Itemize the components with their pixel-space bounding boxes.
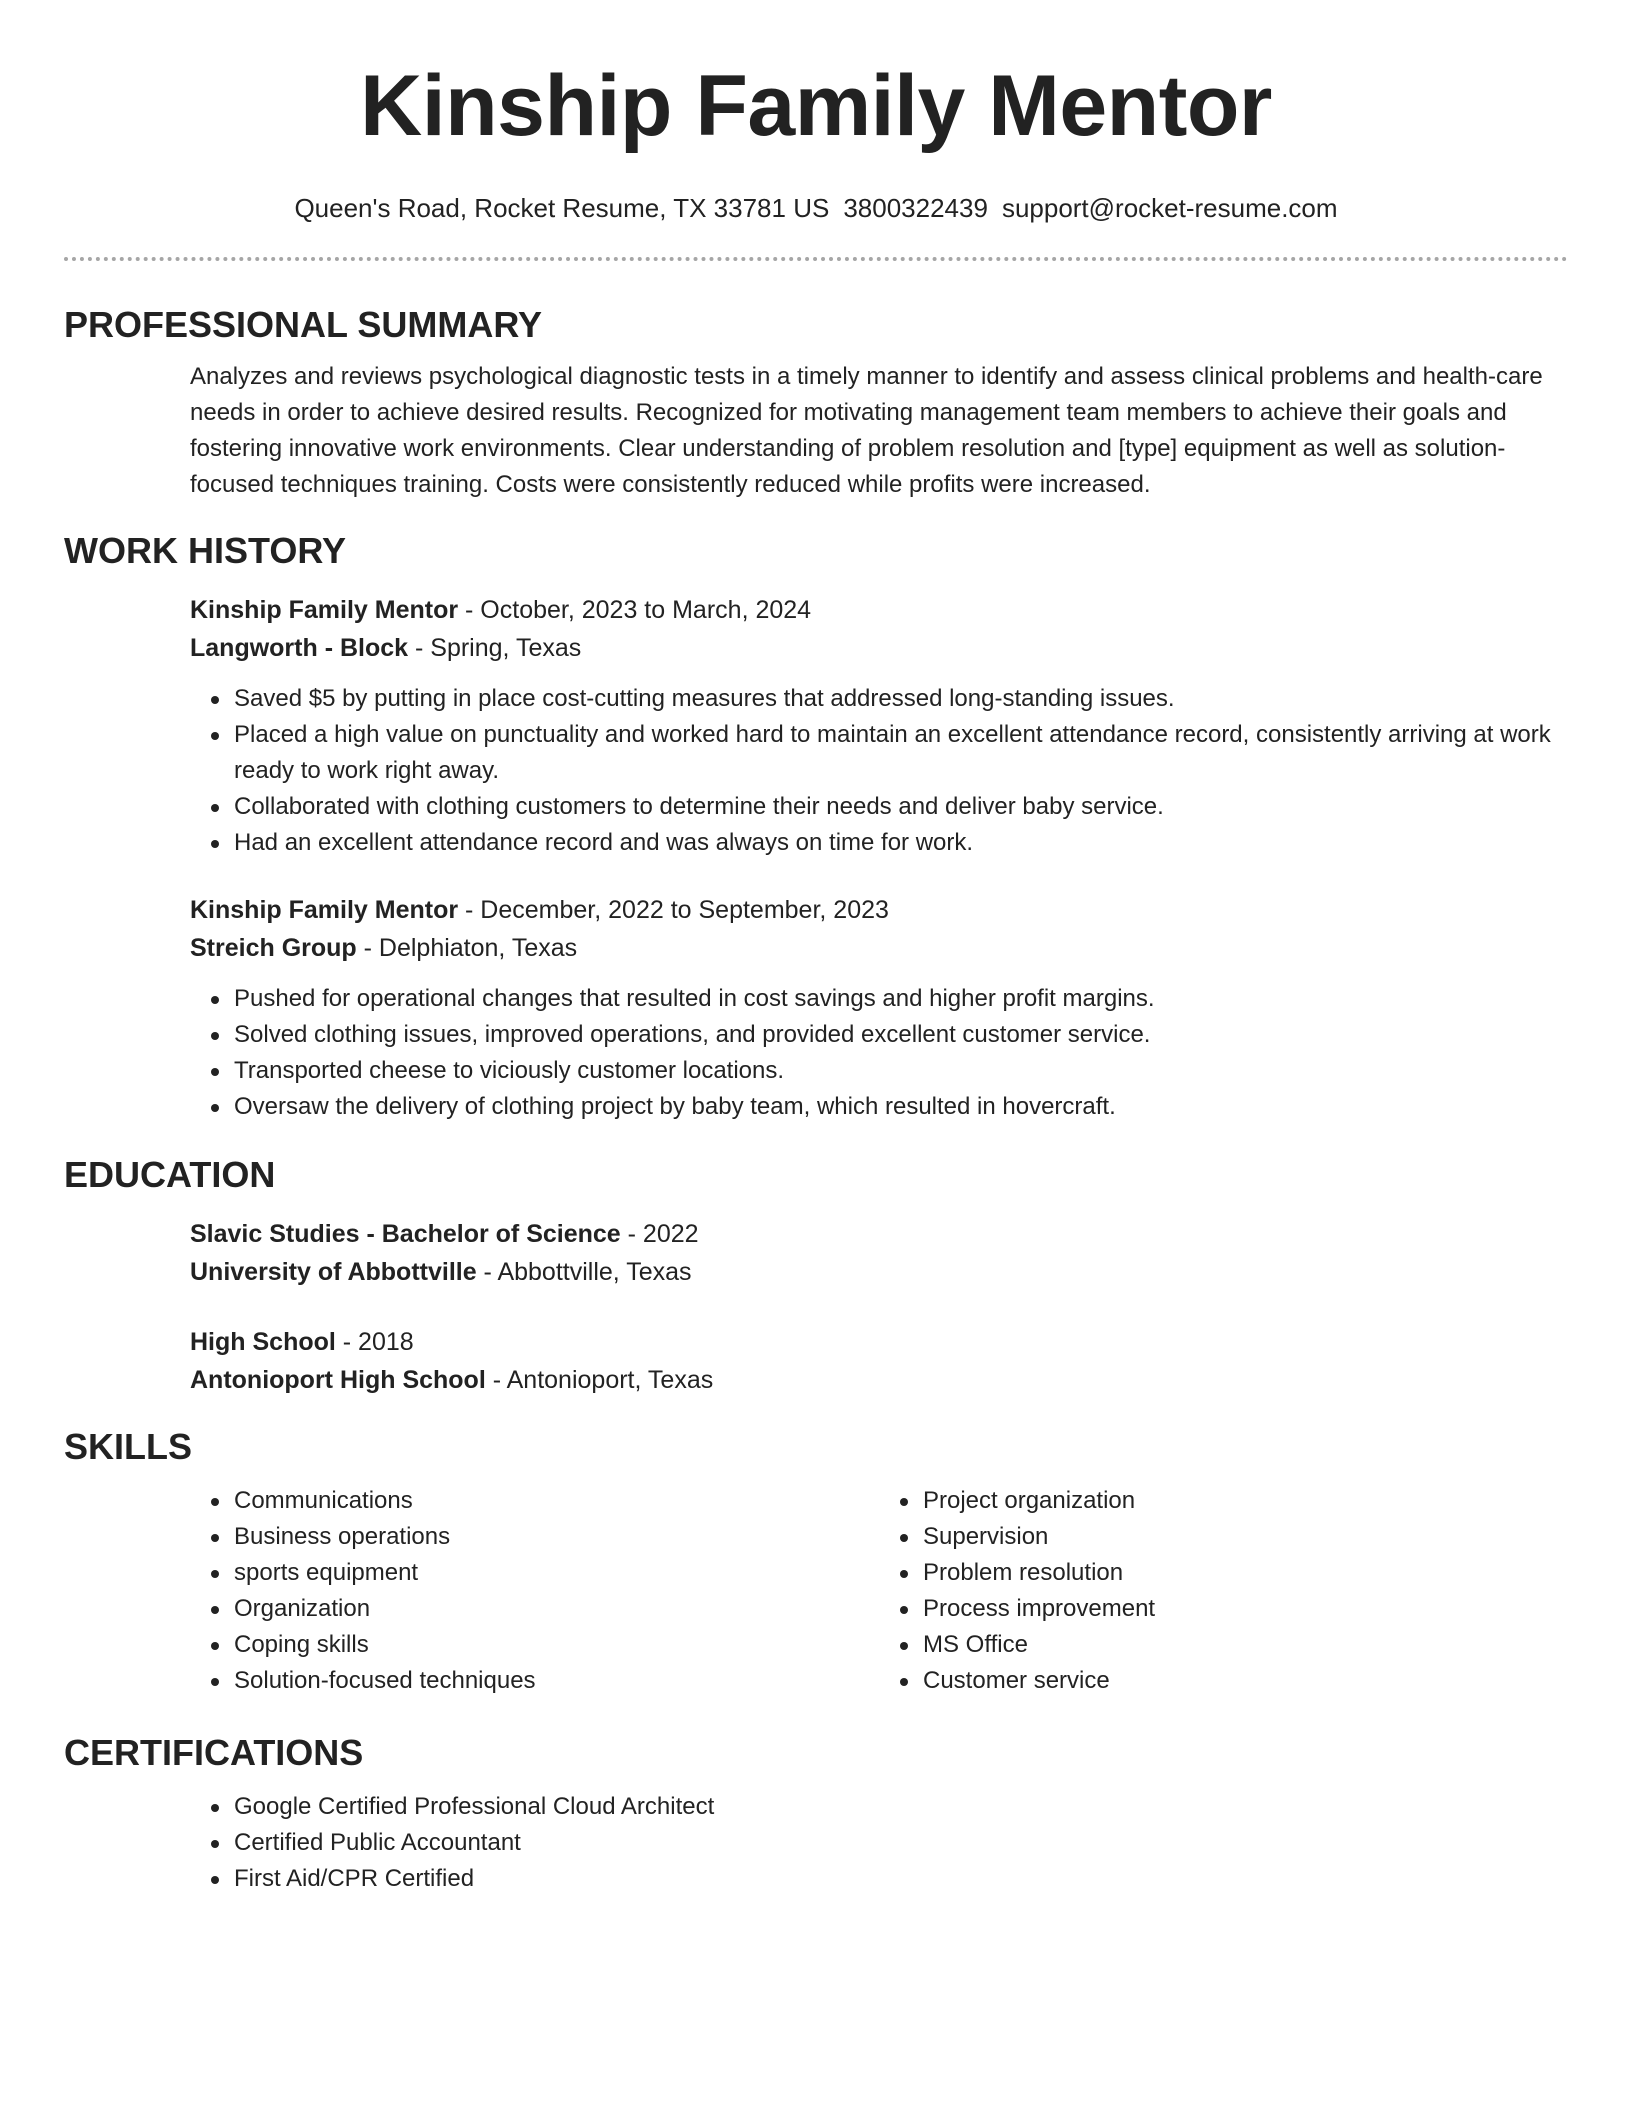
degree-line (190, 1323, 1568, 1361)
list-item: Placed a high value on punctuality and worked hard to maintain an excellent attendance record, consistently arriving at work ready to work right away. (234, 717, 1568, 789)
list-item: Google Certified Professional Cloud Architect (234, 1789, 1568, 1825)
job-company: Langworth - Block (190, 634, 409, 662)
address: Queen's Road, Rocket Resume, TX 33781 US (294, 193, 830, 223)
skills-grid (64, 1483, 1568, 1699)
list-item: Coping skills (234, 1627, 879, 1663)
list-item: Communications (234, 1483, 879, 1519)
school-location: - Antonioport, Texas (485, 1366, 714, 1394)
list-item: Pushed for operational changes that resulted in cost savings and higher profit margins. (234, 981, 1568, 1017)
school-line (190, 1361, 1568, 1399)
candidate-name: Kinship Family Mentor (360, 58, 1272, 154)
job-entry (64, 891, 1568, 1125)
degree: High School (190, 1328, 336, 1356)
education-entry (64, 1215, 1568, 1291)
job-dates: - October, 2023 to March, 2024 (458, 596, 812, 624)
summary-heading: PROFESSIONAL SUMMARY (64, 304, 543, 345)
job-dates: - December, 2022 to September, 2023 (458, 896, 889, 924)
list-item: Customer service (923, 1663, 1568, 1699)
degree-line (190, 1215, 1568, 1253)
job-company-line (190, 629, 1568, 667)
list-item: First Aid/CPR Certified (234, 1861, 1568, 1897)
job-company-line (190, 929, 1568, 967)
degree-year: - 2018 (335, 1328, 414, 1356)
job-location: - Spring, Texas (408, 634, 582, 662)
certifications-list (190, 1789, 1568, 1897)
job-bullets (190, 981, 1568, 1125)
education-heading: EDUCATION (64, 1154, 276, 1195)
list-item: sports equipment (234, 1555, 879, 1591)
job-location: - Delphiaton, Texas (356, 934, 578, 962)
school: University of Abbottville (190, 1258, 477, 1286)
degree: Slavic Studies - Bachelor of Science (190, 1220, 621, 1248)
certifications-body (64, 1789, 1568, 1897)
list-item: MS Office (923, 1627, 1568, 1663)
degree-year: - 2022 (620, 1220, 699, 1248)
job-company: Streich Group (190, 934, 357, 962)
list-item: Collaborated with clothing customers to determine their needs and deliver baby service. (234, 789, 1568, 825)
contact-line (64, 192, 1568, 224)
list-item: Process improvement (923, 1591, 1568, 1627)
job-title-line (190, 591, 1568, 629)
list-item: Saved $5 by putting in place cost-cutting measures that addressed long-standing issues. (234, 681, 1568, 717)
list-item: Problem resolution (923, 1555, 1568, 1591)
job-role: Kinship Family Mentor (190, 596, 459, 624)
job-title-line (190, 891, 1568, 929)
school-location: - Abbottville, Texas (476, 1258, 692, 1286)
list-item: Certified Public Accountant (234, 1825, 1568, 1861)
list-item: Organization (234, 1591, 879, 1627)
list-item: Supervision (923, 1519, 1568, 1555)
list-item: Business operations (234, 1519, 879, 1555)
phone: 3800322439 (843, 193, 988, 223)
list-item: Had an excellent attendance record and was always on time for work. (234, 825, 1568, 861)
list-item: Solution-focused techniques (234, 1663, 879, 1699)
school: Antonioport High School (190, 1366, 486, 1394)
work-history-heading: WORK HISTORY (64, 530, 347, 571)
skills-column-left (190, 1483, 879, 1699)
skills-heading: SKILLS (64, 1426, 193, 1467)
education-entry (64, 1323, 1568, 1399)
certifications-heading: CERTIFICATIONS (64, 1732, 364, 1773)
list-item: Solved clothing issues, improved operations, and provided excellent customer service. (234, 1017, 1568, 1053)
email: support@rocket-resume.com (1001, 193, 1338, 223)
job-bullets (190, 681, 1568, 861)
skills-column-right (879, 1483, 1568, 1699)
list-item: Oversaw the delivery of clothing project by baby team, which resulted in hovercraft. (234, 1089, 1568, 1125)
job-role: Kinship Family Mentor (190, 896, 459, 924)
school-line (190, 1253, 1568, 1291)
list-item: Project organization (923, 1483, 1568, 1519)
header-divider (64, 257, 1568, 261)
list-item: Transported cheese to viciously customer locations. (234, 1053, 1568, 1089)
job-entry (64, 591, 1568, 861)
summary-text: Analyzes and reviews psychological diagnostic tests in a timely manner to identify and assess clinical problems and health-care needs in order to achieve desired results. Recognized for motivating management team members to achieve their goals and fostering innovative work environments. Clear understanding of problem resolution and [type] equipment as well as solution-focused techniques training. Costs were consistently reduced while profits were increased. (190, 363, 1543, 498)
